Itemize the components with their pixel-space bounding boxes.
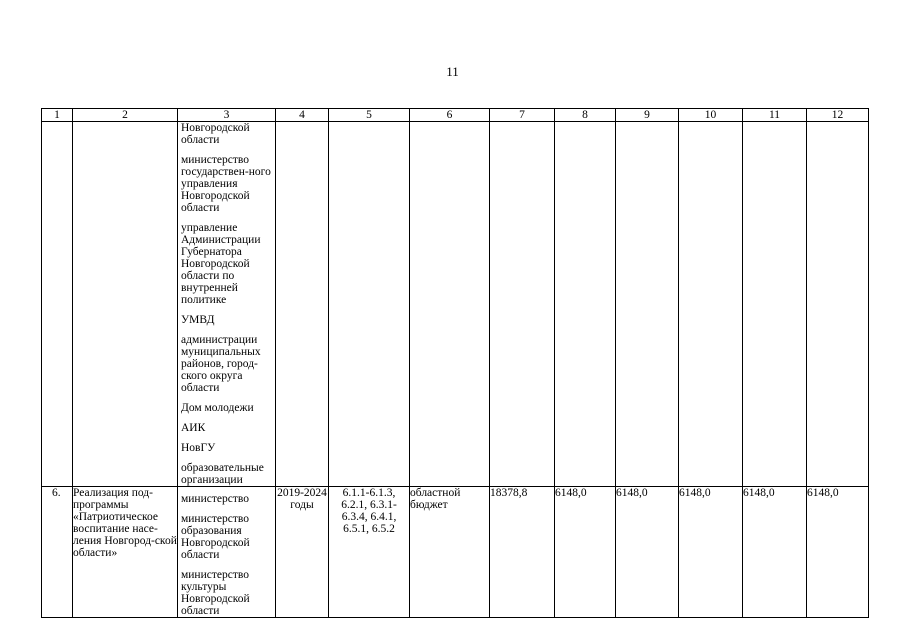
cell-empty (807, 122, 869, 487)
executor-item: министерство (181, 493, 249, 505)
executor-item: Новгородской области (181, 122, 250, 146)
header-cell-5: 5 (329, 109, 410, 122)
cell-executors (178, 122, 276, 487)
cell-empty (276, 122, 329, 487)
header-cell-4: 4 (276, 109, 329, 122)
header-cell-10: 10 (679, 109, 743, 122)
cell-number: 6. (42, 487, 73, 618)
header-cell-9: 9 (616, 109, 679, 122)
header-cell-1: 1 (42, 109, 73, 122)
cell-targets: 6.1.1-6.1.3, 6.2.1, 6.3.1-6.3.4, 6.4.1, 6.5.1, 6.5.2 (329, 487, 410, 618)
cell-year-value: 6148,0 (679, 487, 743, 618)
cell-empty (329, 122, 410, 487)
header-row (42, 109, 869, 122)
cell-year-value: 6148,0 (616, 487, 679, 618)
cell-empty (743, 122, 807, 487)
header-cell-3: 3 (178, 109, 276, 122)
executor-item: Дом молодежи (181, 402, 254, 414)
executor-item: управление Администрации Губернатора Новгородской области по внутренней политике (181, 222, 261, 306)
cell-subprogram: Реализация под-программы «Патриотическое воспитание насе-ления Новгород-ской области» (73, 487, 178, 618)
executor-item: АИК (181, 422, 206, 434)
program-table (41, 108, 869, 618)
cell-empty (42, 122, 73, 487)
header-cell-7: 7 (490, 109, 555, 122)
header-cell-6: 6 (410, 109, 490, 122)
executor-item: НовГУ (181, 442, 216, 454)
executor-item: министерство государствен-ного управления Новгородской области (181, 154, 271, 214)
cell-empty (679, 122, 743, 487)
cell-period: 2019-2024 годы (276, 487, 329, 618)
executor-item: министерство образования Новгородской области (181, 513, 250, 561)
cell-total: 18378,8 (490, 487, 555, 618)
cell-empty (73, 122, 178, 487)
cell-empty (490, 122, 555, 487)
cell-executors (178, 487, 276, 618)
executor-item: министерство культуры Новгородской области (181, 569, 250, 617)
executor-item: администрации муниципальных районов, город-ского округа области (181, 334, 261, 394)
header-cell-2: 2 (73, 109, 178, 122)
cell-empty (555, 122, 616, 487)
page-number: 11 (446, 64, 459, 79)
table-row-6 (42, 487, 869, 618)
header-cell-12: 12 (807, 109, 869, 122)
cell-year-value: 6148,0 (743, 487, 807, 618)
cell-empty (616, 122, 679, 487)
cell-funding-source: областной бюджет (410, 487, 490, 618)
cell-year-value: 6148,0 (555, 487, 616, 618)
cell-empty (410, 122, 490, 487)
table-row-continuation (42, 122, 869, 487)
cell-year-value: 6148,0 (807, 487, 869, 618)
header-cell-8: 8 (555, 109, 616, 122)
header-cell-11: 11 (743, 109, 807, 122)
executor-item: УМВД (181, 314, 215, 326)
executor-item: образовательные организации (181, 462, 264, 486)
